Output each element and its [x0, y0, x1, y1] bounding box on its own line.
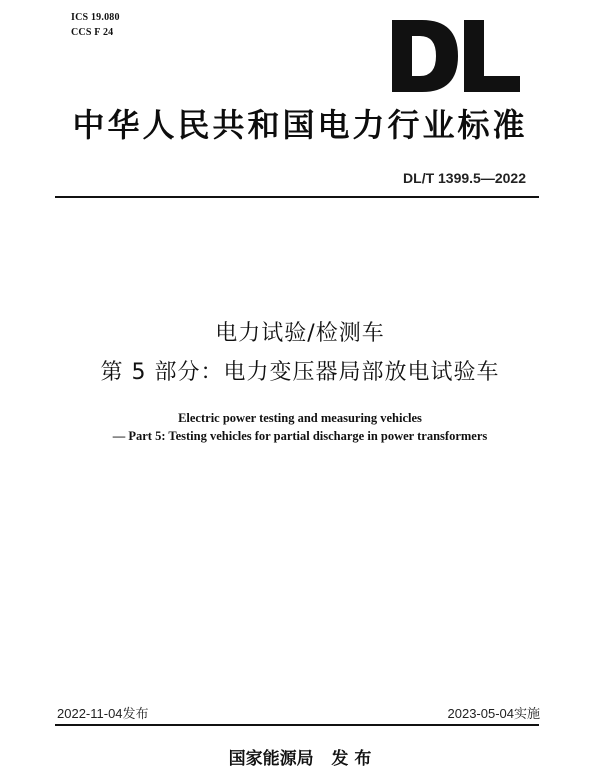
- ccs-code: CCS F 24: [71, 27, 114, 38]
- implementation-date: 2023-05-04实施: [447, 706, 540, 721]
- english-title-line-2: — Part 5: Testing vehicles for partial discharge in power transformers: [112, 429, 488, 443]
- dl-logo: [392, 14, 522, 94]
- issue-date: 2022-11-04发布: [57, 706, 149, 721]
- standard-number: DL/T 1399.5—2022: [403, 170, 526, 186]
- bottom-divider: [55, 724, 539, 726]
- top-divider: [55, 196, 539, 198]
- chinese-title-line-1: 电力试验/检测车: [215, 321, 385, 346]
- chinese-title-line-2: 第 5 部分：电力变压器局部放电试验车: [100, 360, 500, 385]
- english-title-line-1: Electric power testing and measuring vehicles: [178, 411, 422, 425]
- organization-title: 中华人民共和国电力行业标准: [72, 106, 528, 144]
- publisher: 国家能源局 发 布: [228, 749, 372, 769]
- ics-code: ICS 19.080: [71, 12, 120, 23]
